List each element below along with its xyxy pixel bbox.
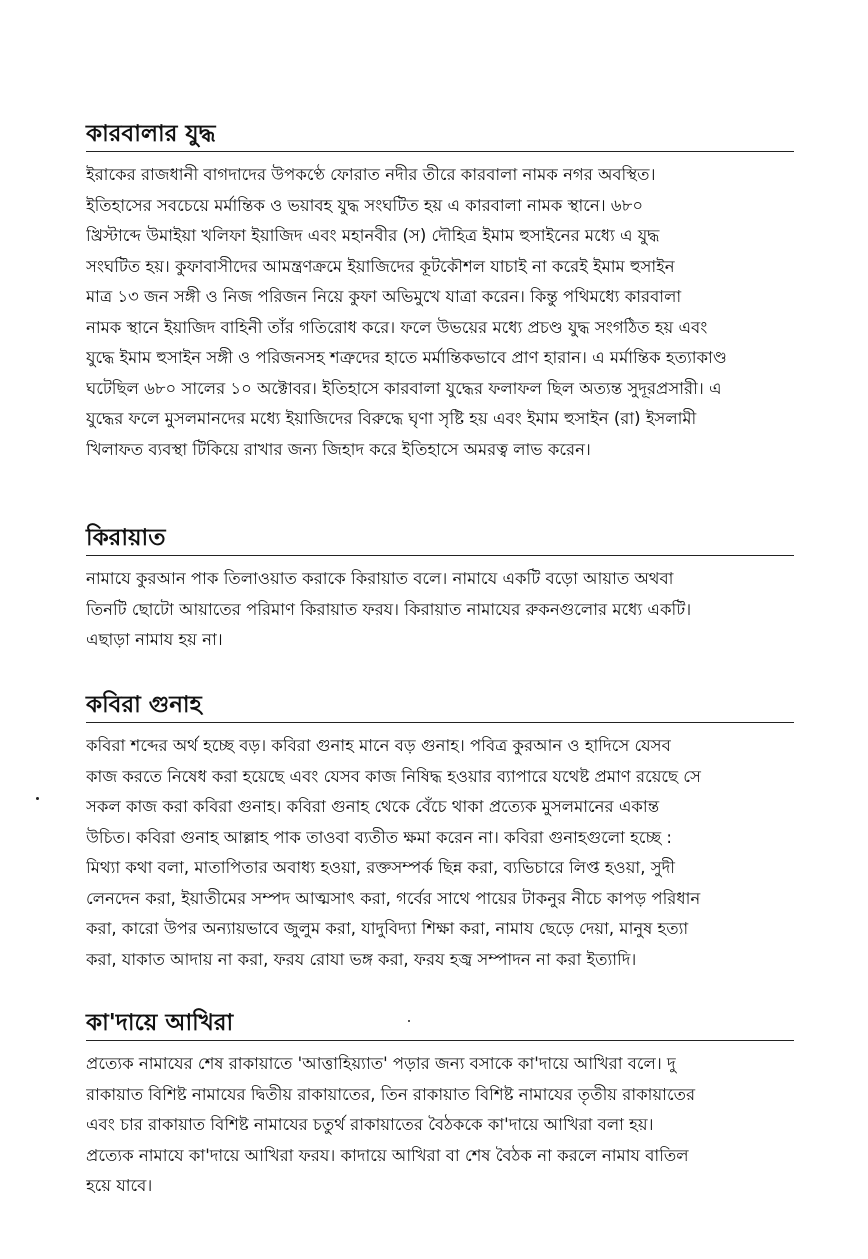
paragraph-line: করা, কারো উপর অন্যায়ভাবে জুলুম করা, যাদুবিদ্যা শিক্ষা করা, নামায ছেড়ে দেয়া, মানুষ হত্যা <box>86 919 689 938</box>
paragraph-line: খিলাফত ব্যবস্থা টিকিয়ে রাখার জন্য জিহাদ করে ইতিহাসে অমরত্ব লাভ করেন। <box>86 439 591 459</box>
paragraph-line: প্রত্যেক নামাযের শেষ রাকায়াতে 'আত্তাহিয়্যাত' পড়ার জন্য বসাকে কা'দায়ে আখিরা বলে। দু <box>86 1054 676 1073</box>
paragraph-line: কাজ করতে নিষেধ করা হয়েছে এবং যেসব কাজ নিষিদ্ধ হওয়ার ব্যাপারে যথেষ্ট প্রমাণ রয়েছে সে <box>86 766 701 786</box>
paragraph-line: প্রত্যেক নামাযে কা'দায়ে আখিরা ফরয। কাদায়ে আখিরা বা শেষ বৈঠক না করলে নামায বাতিল <box>86 1145 689 1165</box>
paragraph-line: ইতিহাসের সবচেয়ে মর্মান্তিক ও ভয়াবহ যুদ্ধ সংঘটিত হয় এ কারবালা নামক স্থানে। ৬৮০ <box>86 195 644 215</box>
paragraph-line: খ্রিস্টাব্দে উমাইয়া খলিফা ইয়াজিদ এবং মহানবীর (স) দৌহিত্র ইমাম হুসাইনের মধ্যে এ যুদ্ধ <box>86 226 660 245</box>
section-heading: কবিরা গুনাহ <box>86 688 794 723</box>
paragraph-line: সংঘটিত হয়। কুফাবাসীদের আমন্ত্রণক্রমে ইয়াজিদের কূটকৌশল যাচাই না করেই ইমাম হুসাইন <box>86 256 675 276</box>
paragraph-line: উচিত। কবিরা গুনাহ আল্লাহ পাক তাওবা ব্যতীত ক্ষমা করেন না। কবিরা গুনাহগুলো হচ্ছে : <box>86 827 672 847</box>
paragraph-line: ঘটেছিল ৬৮০ সালের ১০ অক্টোবর। ইতিহাসে কারবালা যুদ্ধের ফলাফল ছিল অত্যন্ত সুদূরপ্রসারী। এ <box>86 378 722 398</box>
section-heading: কিরায়াত <box>86 521 794 556</box>
section-kabira-gunah <box>86 688 794 975</box>
section-paragraph <box>86 731 794 975</box>
section-heading: কারবালার যুদ্ধ <box>86 117 794 152</box>
paragraph-line: যুদ্ধের ফলে মুসলমানদের মধ্যে ইয়াজিদের বিরুদ্ধে ঘৃণা সৃষ্টি হয় এবং ইমাম হুসাইন (রা) ইসলামী <box>86 409 697 428</box>
paragraph-line: নামক স্থানে ইয়াজিদ বাহিনী তাঁর গতিরোধ করে। ফলে উভয়ের মধ্যে প্রচণ্ড যুদ্ধ সংগঠিত হয় এবং <box>86 317 708 337</box>
paragraph-line: তিনটি ছোটো আয়াতের পরিমাণ কিরায়াত ফরয। কিরায়াত নামাযের রুকনগুলোর মধ্যে একটি। <box>86 599 692 619</box>
scan-speck <box>408 1020 410 1022</box>
paragraph-line: হয়ে যাবে। <box>86 1176 153 1195</box>
section-paragraph <box>86 564 794 656</box>
paragraph-line: মিথ্যা কথা বলা, মাতাপিতার অবাধ্য হওয়া, রক্তসম্পর্ক ছিন্ন করা, ব্যভিচারে লিপ্ত হওয়া, সুদী <box>86 858 675 877</box>
section-heading: কা'দায়ে আখিরা <box>86 1006 794 1041</box>
section-karbala-war <box>86 117 794 465</box>
paragraph-line: এছাড়া নামায হয় না। <box>86 630 223 649</box>
paragraph-line: ইরাকের রাজধানী বাগদাদের উপকণ্ঠে ফোরাত নদীর তীরে কারবালা নামক নগর অবস্থিত। <box>86 165 656 184</box>
section-paragraph <box>86 160 794 465</box>
scan-speck <box>36 797 39 800</box>
paragraph-line: কবিরা শব্দের অর্থ হচ্ছে বড়। কবিরা গুনাহ মানে বড় গুনাহ। পবিত্র কুরআন ও হাদিসে যেসব <box>86 736 671 755</box>
section-qiraat <box>86 521 794 656</box>
section-paragraph <box>86 1049 794 1202</box>
paragraph-line: যুদ্ধে ইমাম হুসাইন সঙ্গী ও পরিজনসহ শত্রুদের হাতে মর্মান্তিকভাবে প্রাণ হারান। এ মর্মান্তিক হত্যাকাণ্ড <box>86 348 727 367</box>
paragraph-line: এবং চার রাকায়াত বিশিষ্ট নামাযের চতুর্থ রাকায়াতের বৈঠককে কা'দায়ে আখিরা বলা হয়। <box>86 1115 654 1134</box>
paragraph-line: করা, যাকাত আদায় না করা, ফরয রোযা ভঙ্গ করা, ফরয হজ্ব সম্পাদন না করা ইত্যাদি। <box>86 949 637 969</box>
paragraph-line: মাত্র ১৩ জন সঙ্গী ও নিজ পরিজন নিয়ে কুফা অভিমুখে যাত্রা করেন। কিন্তু পথিমধ্যে কারবালা <box>86 287 682 306</box>
section-qadaye-akhira <box>86 1006 794 1202</box>
paragraph-line: রাকায়াত বিশিষ্ট নামাযের দ্বিতীয় রাকায়াতের, তিন রাকায়াত বিশিষ্ট নামাযের তৃতীয় রাকায়াতের <box>86 1084 696 1104</box>
paragraph-line: সকল কাজ করা কবিরা গুনাহ। কবিরা গুনাহ থেকে বেঁচে থাকা প্রত্যেক মুসলমানের একান্ত <box>86 797 660 816</box>
paragraph-line: লেনদেন করা, ইয়াতীমের সম্পদ আত্মসাৎ করা, গর্বের সাথে পায়ের টাকনুর নীচে কাপড় পরিধান <box>86 888 701 908</box>
paragraph-line: নামাযে কুরআন পাক তিলাওয়াত করাকে কিরায়াত বলে। নামাযে একটি বড়ো আয়াত অথবা <box>86 569 674 588</box>
